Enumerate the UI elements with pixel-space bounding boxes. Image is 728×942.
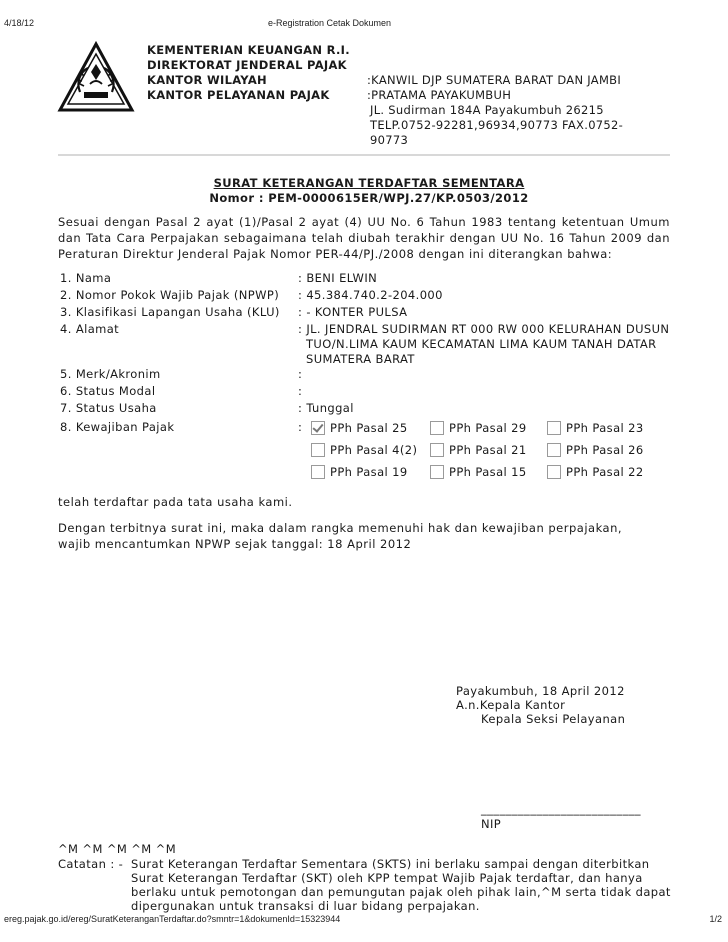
field-value-business-status: : Tunggal — [298, 401, 354, 415]
checkbox-icon[interactable] — [547, 421, 561, 435]
intro-paragraph: Sesuai dengan Pasal 2 ayat (1)/Pasal 2 ayat (4) UU No. 6 Tahun 1983 tentang ketentuan Umum dan Tata Cara Perpajakan sebagaimana telah diubah terakhir dengan UU No. 16 Tahun 2009 dan Peraturan Direktur Jenderal Pajak Nomor PER-44/PJ./2008 dengan ini diterangkan bahwa: — [58, 215, 670, 261]
tax-obligation-label: PPh Pasal 15 — [449, 465, 527, 479]
tax-obligation-label: PPh Pasal 4(2) — [330, 443, 418, 457]
print-url: ereg.pajak.go.id/ereg/SuratKeteranganTerdaftar.do?smntr=1&dokumenId=15323944 — [4, 914, 341, 924]
field-value-address: : JL. JENDRAL SUDIRMAN RT 000 RW 000 KELURAHAN DUSUN — [298, 322, 670, 336]
directorate-name: DIREKTORAT JENDERAL PAJAK — [147, 58, 347, 72]
field-value-name: : BENI ELWIN — [298, 271, 378, 285]
tax-obligation-label: PPh Pasal 25 — [330, 421, 408, 435]
signature-on-behalf: A.n.Kepala Kantor — [456, 698, 566, 712]
checkbox-icon[interactable] — [311, 465, 325, 479]
note-label: Catatan : - — [58, 857, 124, 871]
tax-obligation-label: PPh Pasal 23 — [566, 421, 644, 435]
signature-line: __________________________ — [481, 802, 641, 816]
regional-office-value: :KANWIL DJP SUMATERA BARAT DAN JAMBI — [367, 73, 622, 87]
tax-obligation-pph25[interactable] — [311, 421, 408, 435]
field-value-address-line2: TUO/N.LIMA KAUM KECAMATAN LIMA KAUM TANAH DATAR — [306, 337, 657, 351]
tax-obligation-pph15[interactable] — [430, 465, 527, 479]
field-value-tax-obligation: : — [298, 420, 303, 434]
tax-obligation-label: PPh Pasal 21 — [449, 443, 527, 457]
tax-obligation-pph21[interactable] — [430, 443, 527, 457]
field-label-address: 4. Alamat — [60, 322, 120, 336]
print-date: 4/18/12 — [4, 18, 35, 28]
field-value-capital-status: : — [298, 384, 303, 398]
field-label-capital-status: 6. Status Modal — [60, 384, 156, 398]
checkbox-icon[interactable] — [430, 421, 444, 435]
field-label-brand: 5. Merk/Akronim — [60, 367, 161, 381]
field-label-npwp: 2. Nomor Pokok Wajib Pajak (NPWP) — [60, 288, 280, 302]
ministry-name: KEMENTERIAN KEUANGAN R.I. — [147, 43, 350, 57]
tax-obligation-label: PPh Pasal 29 — [449, 421, 527, 435]
registered-statement: telah terdaftar pada tata usaha kami. — [58, 495, 293, 509]
tax-obligation-pph26[interactable] — [547, 443, 644, 457]
tax-office-value: :PRATAMA PAYAKUMBUH — [367, 88, 512, 102]
office-fax-cont: 90773 — [370, 133, 409, 147]
field-label-tax-obligation: 8. Kewajiban Pajak — [60, 420, 175, 434]
checkbox-icon[interactable] — [430, 443, 444, 457]
document-number: Nomor : PEM-0000615ER/WPJ.27/KP.0503/2012 — [209, 191, 529, 205]
print-page-number: 1/2 — [709, 914, 722, 924]
signature-position: Kepala Seksi Pelayanan — [481, 712, 626, 726]
tax-obligation-pph23[interactable] — [547, 421, 644, 435]
checkbox-icon[interactable] — [547, 443, 561, 457]
tax-obligation-label: PPh Pasal 26 — [566, 443, 644, 457]
field-value-npwp: : 45.384.740.2-204.000 — [298, 288, 443, 302]
checkbox-icon[interactable] — [430, 465, 444, 479]
tax-obligation-pph29[interactable] — [430, 421, 527, 435]
office-address: JL. Sudirman 184A Payakumbuh 26215 — [370, 103, 604, 117]
note-line-1: Surat Keterangan Terdaftar Sementara (SKTS) ini berlaku sampai dengan diterbitkan — [131, 857, 650, 871]
tax-obligation-label: PPh Pasal 19 — [330, 465, 408, 479]
regional-office-label: KANTOR WILAYAH — [147, 73, 267, 87]
signature-place-date: Payakumbuh, 18 April 2012 — [456, 684, 625, 698]
control-markers: ^M ^M ^M ^M ^M — [58, 842, 177, 856]
document-title: SURAT KETERANGAN TERDAFTAR SEMENTARA — [213, 176, 525, 190]
office-phone: TELP.0752-92281,96934,90773 FAX.0752- — [370, 118, 624, 132]
tax-obligation-pph22[interactable] — [547, 465, 644, 479]
ministry-emblem-icon — [54, 38, 138, 122]
field-label-klu: 3. Klasifikasi Lapangan Usaha (KLU) — [60, 305, 280, 319]
header-divider — [58, 154, 670, 156]
checkbox-checked-icon[interactable] — [311, 421, 325, 435]
field-value-brand: : — [298, 367, 303, 381]
tax-obligation-pph4-2[interactable] — [311, 443, 417, 457]
note-line-3: berlaku untuk pemotongan dan pemungutan pajak oleh pihak lain,^M serta tidak dapat — [131, 885, 671, 899]
checkbox-icon[interactable] — [311, 443, 325, 457]
note-line-4: dipergunakan untuk transaksi di luar bidang perpajakan. — [131, 899, 480, 913]
field-value-address-line3: SUMATERA BARAT — [306, 352, 415, 366]
tax-obligation-label: PPh Pasal 22 — [566, 465, 644, 479]
npwp-statement: Dengan terbitnya surat ini, maka dalam rangka memenuhi hak dan kewajiban perpajakan, wajib mencantumkan NPWP sejak tanggal: 18 April 2012 — [58, 521, 623, 551]
tax-obligation-pph19[interactable] — [311, 465, 408, 479]
signature-nip-label: NIP — [481, 817, 502, 831]
field-value-klu: : - KONTER PULSA — [298, 305, 408, 319]
field-label-business-status: 7. Status Usaha — [60, 401, 157, 415]
tax-office-label: KANTOR PELAYANAN PAJAK — [147, 88, 330, 102]
field-label-name: 1. Nama — [60, 271, 112, 285]
print-title: e-Registration Cetak Dokumen — [268, 18, 392, 28]
note-line-2: Surat Keterangan Terdaftar (SKT) oleh KPP tempat Wajib Pajak terdaftar, dan hanya — [131, 871, 643, 885]
checkbox-icon[interactable] — [547, 465, 561, 479]
